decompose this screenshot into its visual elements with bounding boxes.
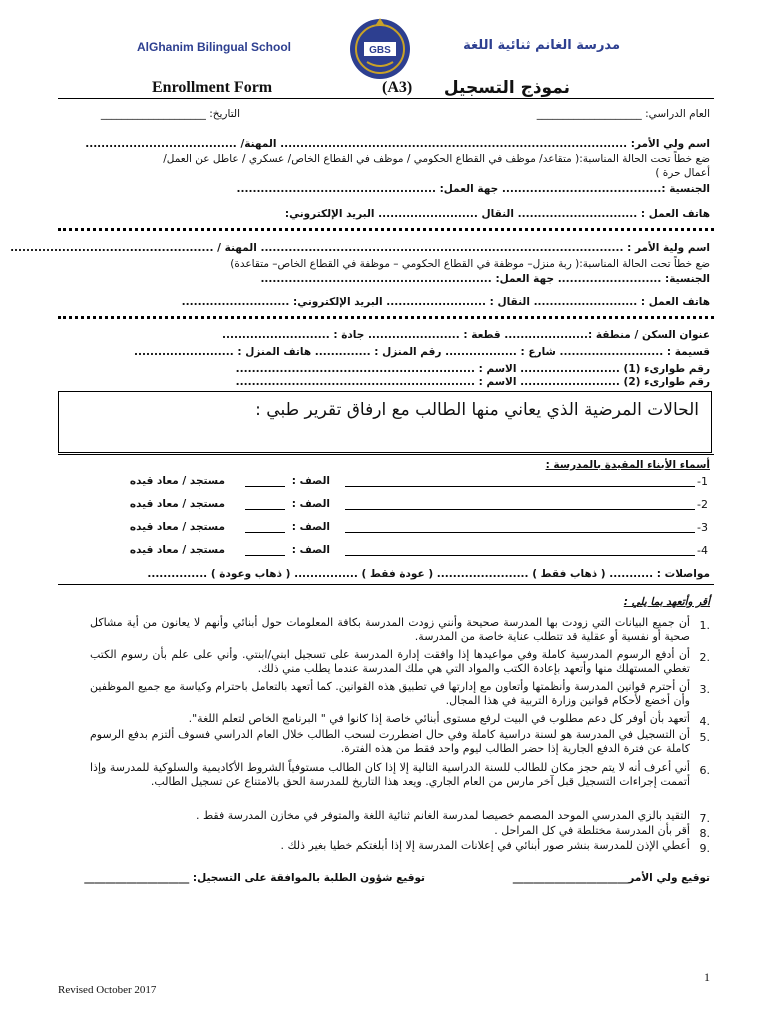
dotted-divider (58, 316, 714, 319)
pledge-number: 9. (699, 842, 710, 855)
sibling-status[interactable]: مستجد / معاد قيده (129, 498, 225, 510)
emergency-field-2[interactable]: رقم طوارىء (2) ......................... الاسم : ............................................................ (235, 376, 710, 388)
mother-nationality-field[interactable]: الجنسية: .......................... جهة العمل: .......................................................... (260, 273, 710, 285)
pledge-item: أني أعرف أنه لا يتم حجز مكان للطالب للسنة الدراسية التالية إلا إذا كان الطالب مستوفياً الشروط الأكاديمية والسلوكية للمدرسة وإذا أتممت إجراءات التسجيل قبل آخر مارس من العام الجاري. ويعد هذا التاريخ للمدرسة الحق بالامتناع عن تسجيل الطالب. (90, 761, 690, 788)
pledge-item: أعطي الإذن للمدرسة بنشر صور أبنائي في إعلانات المدرسة إلا إذا أبلغتكم خطيا بغير ذلك . (280, 839, 690, 852)
pledge-item: أن التسجيل في المدرسة هو لسنة دراسية كاملة وفي حال اضطررت لسحب الطالب خلال العام الدراسي فسوف ألتزم بدفع الرسوم كاملة عن فترة الدفع الجارية إذا حضر الطالب ليوم واحد فقط من هذه الفترة. (90, 728, 690, 755)
emergency-field-1[interactable]: رقم طوارىء (1) ......................... الاسم : ............................................................ (235, 363, 710, 375)
pledge-number: 5. (699, 731, 710, 744)
pledge-item: أتعهد بأن أوفر كل دعم مطلوب في البيت لرفع مستوى أبنائي خاصة إذا كانوا في " البرنامج الخاص لتعلم اللغة". (188, 712, 690, 725)
medical-conditions-label: الحالات المرضية الذي يعاني منها الطالب مع ارفاق تقرير طبي : (255, 400, 699, 420)
sibling-status[interactable]: مستجد / معاد قيده (129, 475, 225, 487)
school-name-en: AlGhanim Bilingual School (137, 40, 292, 54)
sibling-row-number: -4 (697, 544, 708, 557)
sibling-name-line[interactable] (345, 532, 695, 533)
form-title-ar: نموذج التسجيل (443, 78, 570, 98)
sibling-grade-line[interactable] (245, 486, 285, 487)
sibling-status[interactable]: مستجد / معاد قيده (129, 521, 225, 533)
pledge-item: أقر بأن المدرسة مختلطة في كل المراحل . (494, 824, 690, 837)
siblings-heading: أسماء الأبناء المقيدة بالمدرسة : (545, 459, 710, 471)
page-number: 1 (704, 970, 710, 984)
mother-phone-field[interactable]: هاتف العمل : .......................... النقال : ......................... البريد الإلكتروني: ........................... (181, 296, 710, 308)
pledge-heading: أقر وأتعهد بما يلي : (623, 596, 710, 608)
date-field[interactable]: التاريخ: ____________________ (100, 108, 240, 120)
address-field-2[interactable]: قسيمة : .......................... شارع : .................. رقم المنزل : .............. هاتف المنزل : ......................... (134, 346, 710, 358)
school-name-ar: مدرسة الغانم ثنائية اللغة (463, 38, 620, 53)
pledge-item: أن أحترم قوانين المدرسة وأنظمتها وأتعاون مع إدارتها في تطبيق هذه القوانين. كما أتعهد بالتعامل باحترام وكياسة مع جميع الموظفين وأن أخضع لأحكام قوانين وزارة التربية في هذا المجال. (90, 680, 690, 707)
mother-name-field[interactable]: اسم ولية الأمر : ........................................................................................... المهنة / ................................................... (10, 242, 710, 254)
father-status-line-2: أعمال حرة ) (655, 167, 710, 179)
sibling-grade-label: الصف : (291, 521, 330, 533)
revision-note: Revised October 2017 (58, 984, 157, 996)
sibling-row-number: -1 (697, 475, 708, 488)
pledge-item: أن أدفع الرسوم المدرسية كاملة وفي مواعيدها إذا وافقت إدارة المدرسة على تسجيل ابني/ابنتي. وأني على علم بأن رسوم الكتب تغطي المستهلك منها وأتعهد بإعادة الكتب والمواد التي هي ملك المدرسة عندما يطلب مني ذلك. (90, 648, 690, 675)
medical-conditions-box[interactable] (58, 391, 712, 453)
dotted-divider (58, 228, 714, 231)
transport-field[interactable]: مواصلات : ........... ( ذهاب فقط ) ....................... ( عودة فقط ) ................ ( ذهاب وعودة ) ............... (147, 568, 710, 580)
divider (58, 98, 714, 99)
logo-text: GBS (369, 45, 391, 56)
divider (58, 584, 714, 585)
father-phone-field[interactable]: هاتف العمل : .............................. النقال ......................... البريد الإلكتروني: (284, 208, 710, 220)
form-title-en: Enrollment Form (152, 79, 273, 96)
father-nationality-field[interactable]: الجنسية :........................................ جهة العمل: .................................................. (236, 183, 710, 195)
address-field-1[interactable]: عنوان السكن / منطقة :..................... قطعة : ....................... جادة : ........................... (221, 329, 710, 341)
sibling-grade-line[interactable] (245, 532, 285, 533)
pledge-item: التقيد بالزي المدرسي الموحد المصمم خصيصا لمدرسة الغانم ثنائية اللغة والمتوفر في مخازن المدرسة فقط . (196, 809, 690, 822)
sibling-grade-label: الصف : (291, 498, 330, 510)
sibling-status[interactable]: مستجد / معاد قيده (129, 544, 225, 556)
pledge-number: 3. (699, 683, 710, 696)
pledge-number: 6. (699, 764, 710, 777)
pledge-number: 2. (699, 651, 710, 664)
sibling-row-number: -2 (697, 498, 708, 511)
sibling-grade-label: الصف : (291, 544, 330, 556)
form-code: (A3) (382, 79, 413, 96)
registrar-signature-field[interactable]: توقيع شؤون الطلبة بالموافقة على التسجيل: ____________________ (84, 872, 425, 884)
guardian-signature-field[interactable]: توقيع ولي الأمر______________________ (512, 872, 710, 884)
pledge-number: 1. (699, 619, 710, 632)
sibling-grade-line[interactable] (245, 555, 285, 556)
pledge-number: 4. (699, 715, 710, 728)
sibling-grade-line[interactable] (245, 509, 285, 510)
pledge-number: 8. (699, 827, 710, 840)
divider (58, 454, 714, 455)
school-logo (345, 14, 415, 84)
pledge-item: أن جميع البيانات التي زودت بها المدرسة صحيحة وأنني زودت المدرسة بكافة المعلومات حول أبنائي وأنهم لا يعانون من أية مشاكل صحية أو نفسية أو عقلية قد تتطلب عناية خاصة من المدرسة. (90, 616, 690, 643)
sibling-name-line[interactable] (345, 509, 695, 510)
sibling-row-number: -3 (697, 521, 708, 534)
sibling-grade-label: الصف : (291, 475, 330, 487)
academic-year-field[interactable]: العام الدراسي: ____________________ (536, 108, 710, 120)
pledge-number: 7. (699, 812, 710, 825)
father-name-field[interactable]: اسم ولي الأمر: ....................................................................................... المهنة/ ...................................... (85, 138, 710, 150)
sibling-name-line[interactable] (345, 555, 695, 556)
father-status-line: ضع خطاً تحت الحالة المناسبة:( متقاعد/ موظف في القطاع الحكومي / موظف في القطاع الخاص/ عسكري / عاطل عن العمل/ (163, 153, 710, 165)
sibling-name-line[interactable] (345, 486, 695, 487)
mother-status-line: ضع خطاً تحت الحالة المناسبة:( ربة منزل– موظفة في القطاع الحكومي – موظفة في القطاع الخاص– متقاعدة) (230, 258, 710, 270)
